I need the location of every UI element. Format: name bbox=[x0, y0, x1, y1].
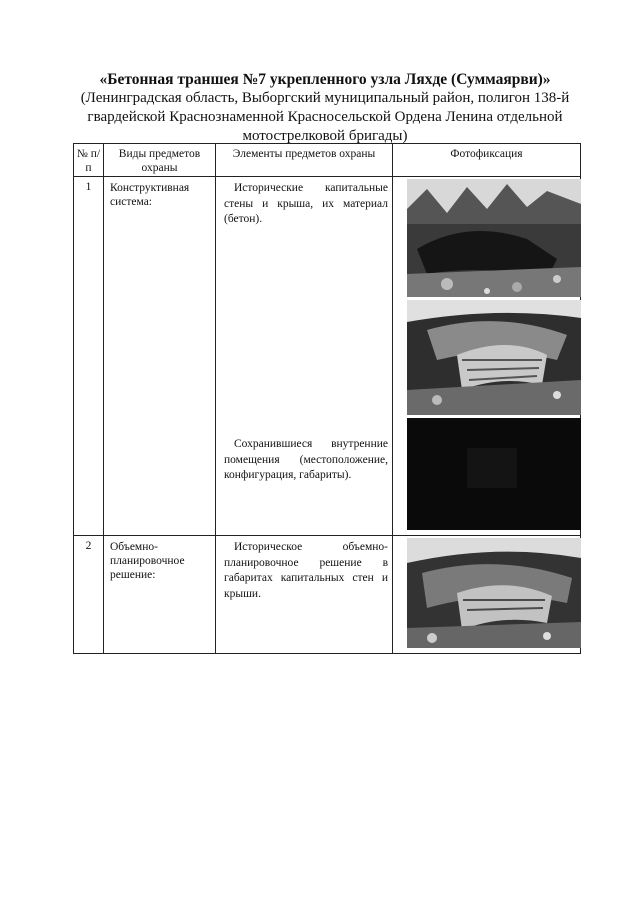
document-title: «Бетонная траншея №7 укрепленного узла Ляхде (Суммаярви)» bbox=[99, 71, 551, 88]
row-kind: Объемно-планировочное решение: bbox=[104, 536, 216, 654]
row-photos bbox=[393, 536, 581, 654]
protection-table bbox=[73, 143, 581, 654]
element-text: Исторические капитальные стены и крыша, их материал (бетон). bbox=[224, 182, 388, 225]
header-kind: Виды предметов охраны bbox=[104, 144, 216, 177]
photo-image bbox=[407, 538, 581, 648]
element-text: Историческое объемно-планировочное решение в габаритах капитальных стен и крыши. bbox=[224, 541, 388, 600]
document-subtitle: (Ленинградская область, Выборгский муниципальный район, полигон 138-й гвардейской Краснознаменной Красносельской Ордена Ленина отдельной мотострелковой бригады) bbox=[80, 90, 570, 144]
photo-image bbox=[407, 418, 581, 530]
row-number: 1 bbox=[74, 177, 104, 536]
row-elements bbox=[216, 536, 393, 654]
header-number: № п/п bbox=[74, 144, 104, 177]
photo-image bbox=[407, 179, 581, 297]
row-kind: Конструктивная система: bbox=[104, 177, 216, 536]
row-elements bbox=[216, 177, 393, 536]
row-number: 2 bbox=[74, 536, 104, 654]
element-text: Сохранившиеся внутренние помещения (местоположение, конфигурация, габариты). bbox=[224, 438, 388, 481]
header-photo: Фотофиксация bbox=[393, 144, 581, 177]
table-row bbox=[74, 536, 581, 654]
document-header bbox=[70, 70, 580, 146]
header-elements: Элементы предметов охраны bbox=[216, 144, 393, 177]
table-row bbox=[74, 177, 581, 536]
photo-image bbox=[407, 300, 581, 415]
row-photos bbox=[393, 177, 581, 536]
table-header-row bbox=[74, 144, 581, 177]
